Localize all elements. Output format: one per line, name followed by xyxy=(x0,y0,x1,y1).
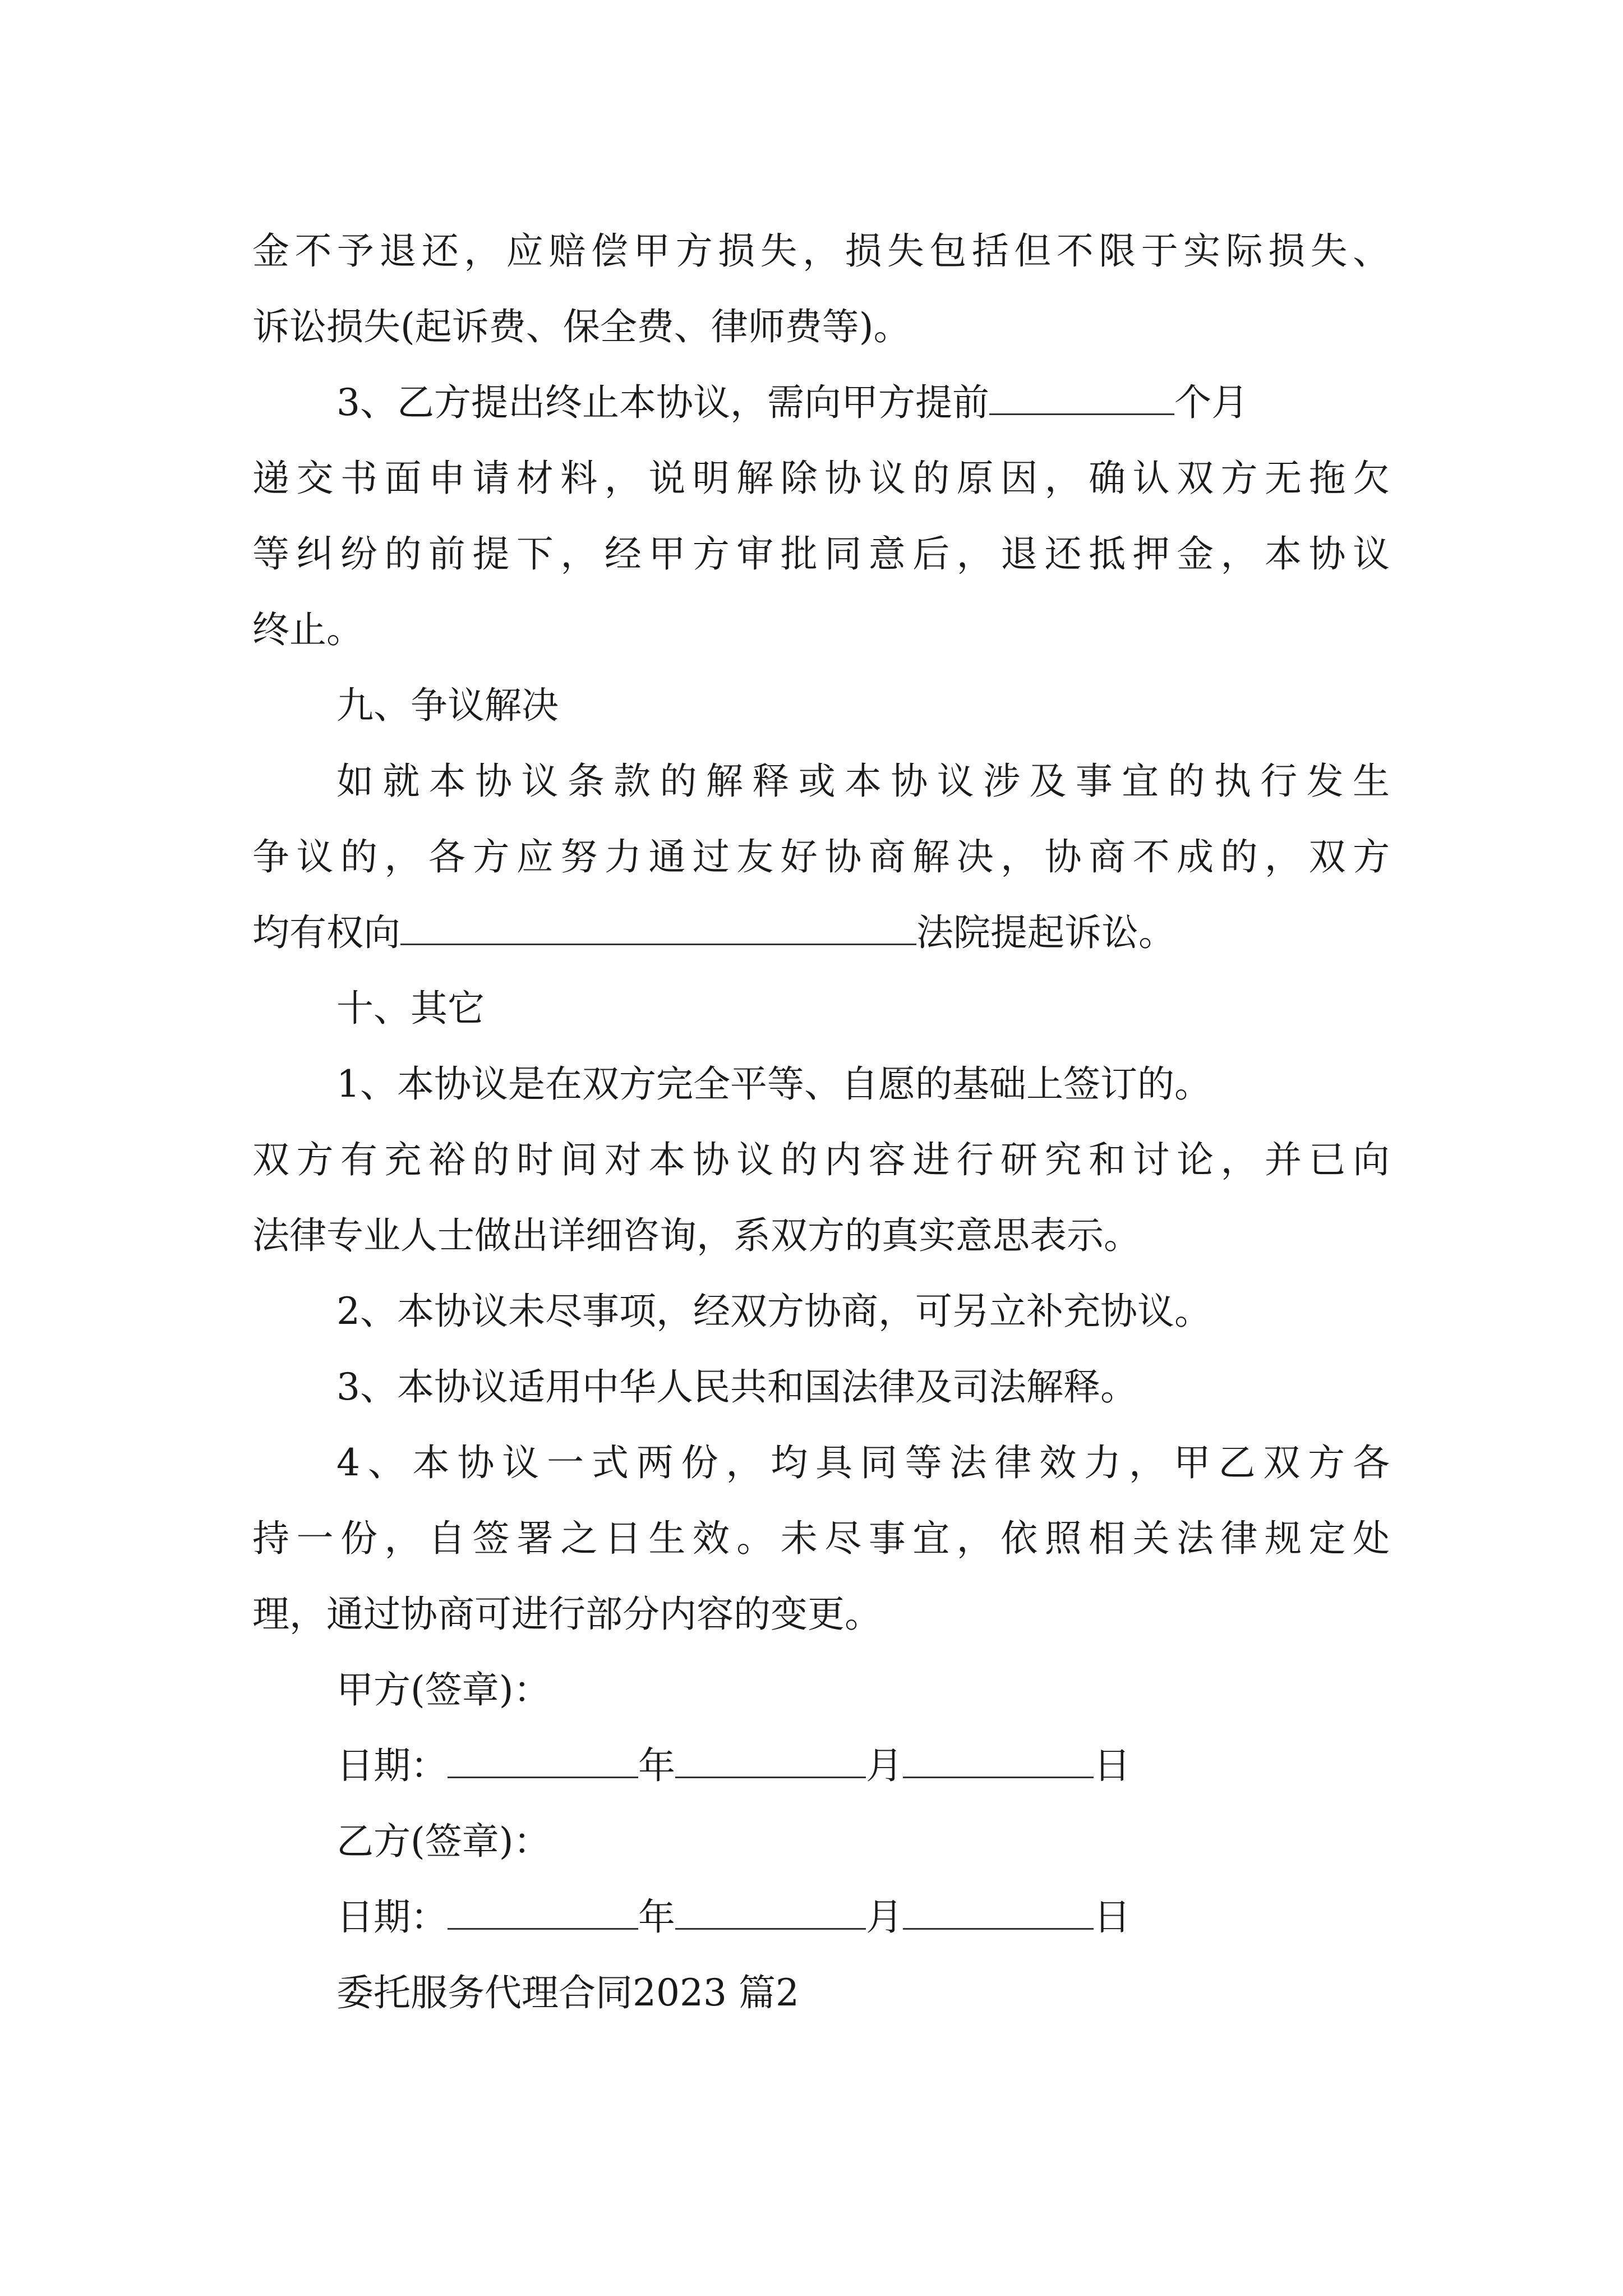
month-label: 月 xyxy=(866,1895,903,1939)
text-line: 诉讼损失(起诉费、保全费、律师费等)。 xyxy=(252,305,911,348)
text-line: 持一份，自签署之日生效。未尽事宜，依照相关法律规定处 xyxy=(252,1517,1391,1560)
text-line: 金不予退还，应赔偿甲方损失，损失包括但不限于实际损失、 xyxy=(252,229,1391,273)
text-line xyxy=(252,365,1391,440)
section-heading: 十、其它 xyxy=(336,987,485,1030)
text-line: 递交书面申请材料，说明解除协议的原因，确认双方无拖欠 xyxy=(252,457,1391,500)
date-label: 日期： xyxy=(336,1744,448,1787)
next-section-title: 委托服务代理合同2023 篇2 xyxy=(336,1971,799,2014)
document-page xyxy=(252,213,1391,2031)
text-fragment: 均有权向 xyxy=(252,911,400,954)
fill-in-blank xyxy=(400,910,916,945)
text-line: 理，通过协商可进行部分内容的变更。 xyxy=(252,1593,882,1636)
day-blank xyxy=(903,1894,1094,1930)
text-line: 1、本协议是在双方完全平等、自愿的基础上签订的。 xyxy=(336,1062,1211,1106)
party-b-signature-label: 乙方(签章)： xyxy=(336,1820,551,1863)
date-label: 日期： xyxy=(336,1895,448,1939)
text-line: 终止。 xyxy=(252,608,363,651)
text-line: 如就本协议条款的解释或本协议涉及事宜的执行发生 xyxy=(336,760,1391,803)
text-line: 争议的，各方应努力通过友好协商解决，协商不成的，双方 xyxy=(252,835,1391,878)
day-label: 日 xyxy=(1094,1895,1131,1939)
day-blank xyxy=(903,1743,1094,1778)
month-label: 月 xyxy=(866,1744,903,1787)
text-line: 2、本协议未尽事项，经双方协商，可另立补充协议。 xyxy=(336,1290,1211,1333)
month-blank xyxy=(675,1894,866,1930)
text-line: 法律专业人士做出详细咨询，系双方的真实意思表示。 xyxy=(252,1214,1141,1257)
year-label: 年 xyxy=(638,1744,675,1787)
day-label: 日 xyxy=(1094,1744,1131,1787)
text-line: 双方有充裕的时间对本协议的内容进行研究和讨论，并已向 xyxy=(252,1138,1391,1181)
party-b-date-row xyxy=(252,1879,1391,1955)
text-line: 3、本协议适用中华人民共和国法律及司法解释。 xyxy=(336,1365,1137,1409)
section-heading: 九、争议解决 xyxy=(336,684,559,727)
party-a-signature-label: 甲方(签章)： xyxy=(336,1668,551,1711)
text-line xyxy=(252,895,1391,970)
text-fragment: 个月 xyxy=(1174,381,1248,424)
year-blank xyxy=(448,1743,638,1778)
fill-in-blank xyxy=(989,380,1174,415)
text-fragment: 法院提起诉讼。 xyxy=(916,911,1175,954)
month-blank xyxy=(675,1743,866,1778)
text-line: 等纠纷的前提下，经甲方审批同意后，退还抵押金，本协议 xyxy=(252,532,1391,576)
text-fragment: 3、乙方提出终止本协议，需向甲方提前 xyxy=(336,381,989,424)
text-line: 4、本协议一式两份，均具同等法律效力，甲乙双方各 xyxy=(336,1441,1391,1484)
party-a-date-row xyxy=(252,1728,1391,1803)
year-blank xyxy=(448,1894,638,1930)
year-label: 年 xyxy=(638,1895,675,1939)
